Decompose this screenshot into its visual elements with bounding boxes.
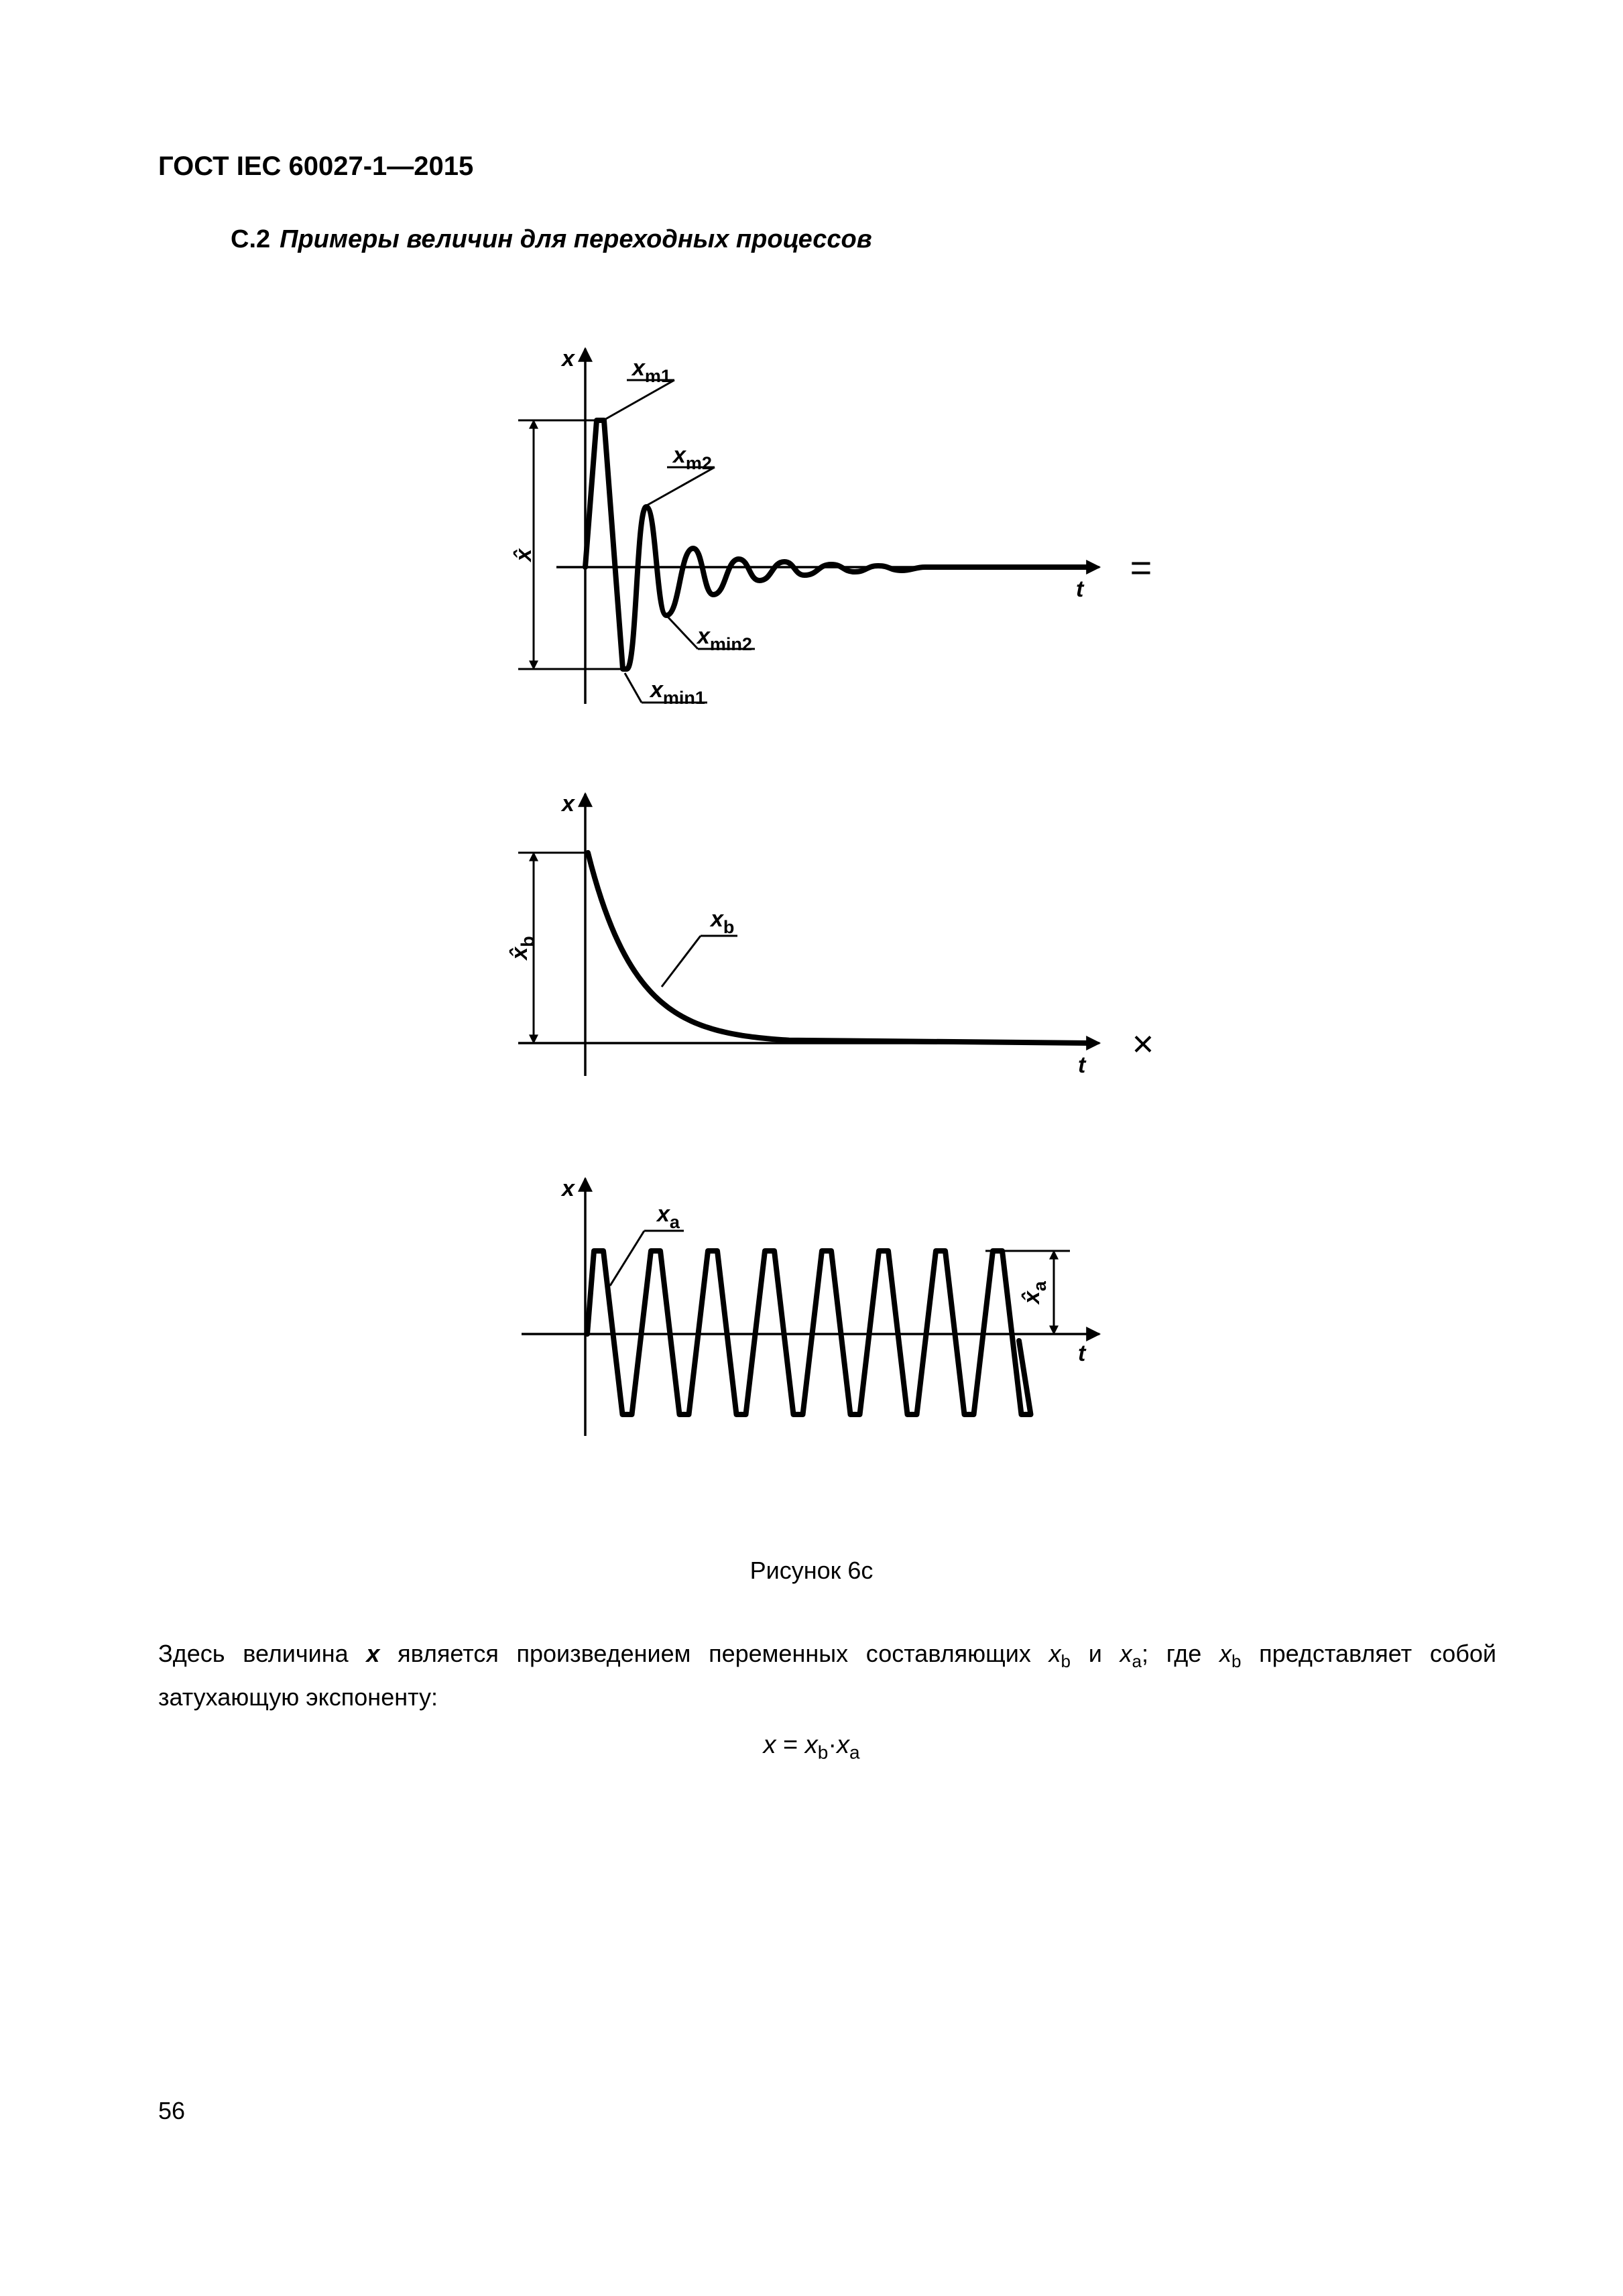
formula: $x = x_b\cdot x_a$ (763, 1731, 860, 1763)
y-axis-label: x (562, 791, 575, 817)
diagram-sinusoid (522, 1176, 1099, 1436)
label-xm2: $x_{m2}$ (673, 442, 712, 473)
symbol-x: x (366, 1640, 380, 1667)
sinusoid-curve (587, 1251, 1031, 1414)
symbol-xb: $x_b$ (1048, 1640, 1071, 1672)
leader-xa (610, 1231, 644, 1286)
multiply-operator: × (1132, 1022, 1154, 1065)
section-number: С.2 (231, 225, 271, 253)
x-axis-label: t (1078, 1341, 1086, 1366)
x-axis-label: t (1076, 577, 1084, 602)
document-header: ГОСТ IEC 60027-1—2015 (158, 152, 474, 181)
leader-xm1 (603, 380, 674, 420)
leader-xb (662, 936, 701, 987)
leader-xmin1 (625, 673, 642, 703)
amplitude-label: $x̂_b$ (507, 936, 538, 960)
x-axis-label: t (1078, 1052, 1086, 1078)
label-xmin2: $x_{min2}$ (697, 623, 752, 654)
amplitude-label: x̂ (511, 548, 536, 562)
diagram-damped-oscillation (511, 346, 1152, 708)
page-number: 56 (158, 2097, 186, 2124)
amplitude-label: $x̂_a$ (1019, 1281, 1050, 1304)
label-xm1: $x_{m1}$ (632, 355, 671, 386)
equals-operator: = (1130, 546, 1152, 589)
symbol-xb: $x_b$ (1219, 1640, 1242, 1672)
section-name: Примеры величин для переходных процессов (280, 225, 872, 253)
figure-caption: Рисунок 6с (749, 1557, 874, 1584)
symbol-xa: $x_a$ (1120, 1640, 1142, 1672)
body-paragraph: Здесь величина x является произведением переменных составляющих $x_b$ и $x_a$; где $x_b$ представляет собой затухающую экспоненту: (158, 1640, 1496, 1711)
label-xa: $x_a$ (657, 1201, 680, 1232)
y-axis-label: x (562, 1176, 575, 1201)
damped-oscillation-curve (585, 420, 1089, 669)
label-xmin1: $x_{min1}$ (650, 677, 705, 708)
exponential-decay-curve (588, 853, 1089, 1043)
y-axis-label: x (562, 346, 575, 371)
leader-xmin2 (666, 615, 698, 649)
diagram-decaying-exponent (507, 791, 1154, 1078)
label-xb: $x_b$ (711, 906, 735, 937)
